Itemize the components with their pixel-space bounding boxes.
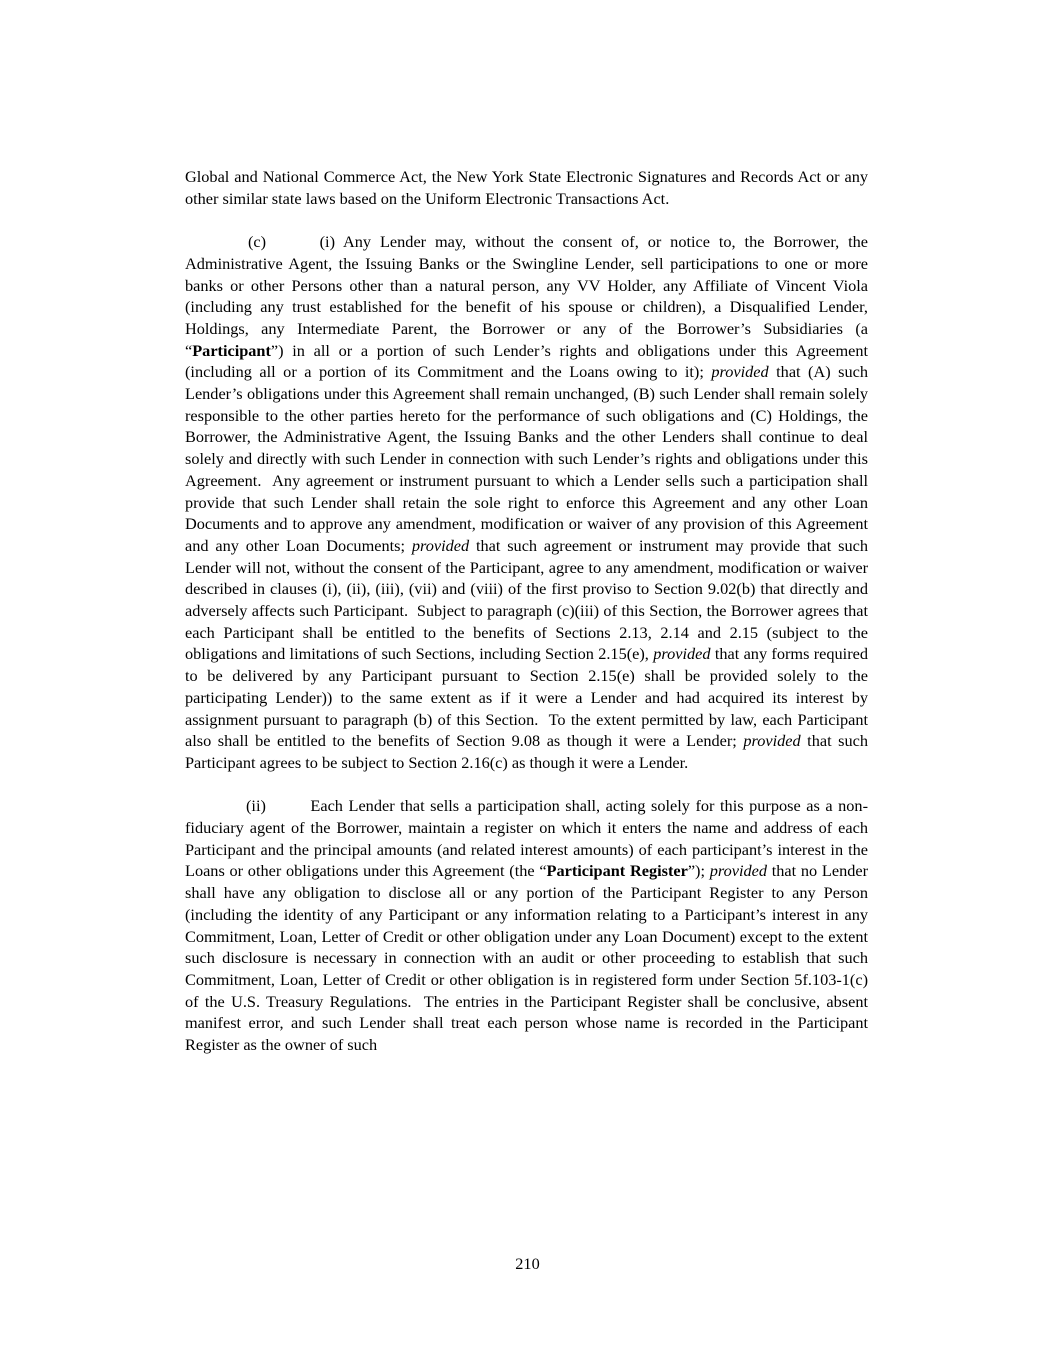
paragraph-c-i-lender-participations: (c) (i) Any Lender may, without the consent of, or notice to, the Borrower, the Administrative Agent, the Issuing Banks or the Swingline Lender, sell participations to one or more banks or other Persons other than a natural person, any VV Holder, any Affiliate of Vincent Viola (including any trust established for the benefit of his spouse or children), a Disqualified Lender, Holdings, any Intermediate Parent, the Borrower or any of the Borrower’s Subsidiaries (a “Participant”) in all or a portion of such Lender’s rights and obligations under this Agreement (including all or a portion of its Commitment and the Loans owing to it); provided that (A) such Lender’s obligations under this Agreement shall remain unchanged, (B) such Lender shall remain solely responsible to the other parties hereto for the performance of such obligations and (C) Holdings, the Borrower, the Administrative Agent, the Issuing Banks and the other Lenders shall continue to deal solely and directly with such Lender in connection with such Lender’s rights and obligations under this Agreement. Any agreement or instrument pursuant to which a Lender sells such a participation shall provide that such Lender shall retain the sole right to enforce this Agreement and any other Loan Documents and to approve any amendment, modification or waiver of any provision of this Agreement and any other Loan Documents; provided that such agreement or instrument may provide that such Lender will not, without the consent of the Participant, agree to any amendment, modification or waiver described in clauses (i), (ii), (iii), (vii) and (viii) of the first proviso to Section 9.02(b) that directly and adversely affects such Participant. Subject to paragraph (c)(iii) of this Section, the Borrower agrees that each Participant shall be entitled to the benefits of Sections 2.13, 2.14 and 2.15 (subject to the obligations and limitations of such Sections, including Section 2.15(e), provided that any forms required to be delivered by any Participant pursuant to Section 2.15(e) shall be provided solely to the participating Lender)) to the same extent as if it were a Lender and had acquired its interest by assignment pursuant to paragraph (b) of this Section. To the extent permitted by law, each Participant also shall be entitled to the benefits of Section 9.08 as though it were a Lender; provided that such Participant agrees to be subject to Section 2.16(c) as though it were a Lender. <box>185 232 869 772</box>
page-body <box>185 166 868 1056</box>
page-number: 210 <box>515 1254 540 1273</box>
paragraph-ii-participant-register: (ii) Each Lender that sells a participation shall, acting solely for this purpose as a non-fiduciary agent of the Borrower, maintain a register on which it enters the name and address of each Participant and the principal amounts (and related interest amounts) of each participant’s interest in the Loans or other obligations under this Agreement (the “Participant Register”); provided that no Lender shall have any obligation to disclose all or any portion of the Participant Register to any Person (including the identity of any Participant or any information relating to a Participant’s interest in any Commitment, Loan, Letter of Credit or other obligation under any Loan Document) except to the extent such disclosure is necessary in connection with an audit or other proceeding to establish that such Commitment, Loan, Letter of Credit or other obligation is in registered form under Section 5f.103-1(c) of the U.S. Treasury Regulations. The entries in the Participant Register shall be conclusive, absent manifest error, and such Lender shall treat each person whose name is recorded in the Participant Register as the owner of such <box>185 796 868 1055</box>
paragraph-electronic-signatures-continuation: Global and National Commerce Act, the New York State Electronic Signatures and Records Act or any other similar state laws based on the Uniform Electronic Transactions Act. <box>185 167 868 208</box>
